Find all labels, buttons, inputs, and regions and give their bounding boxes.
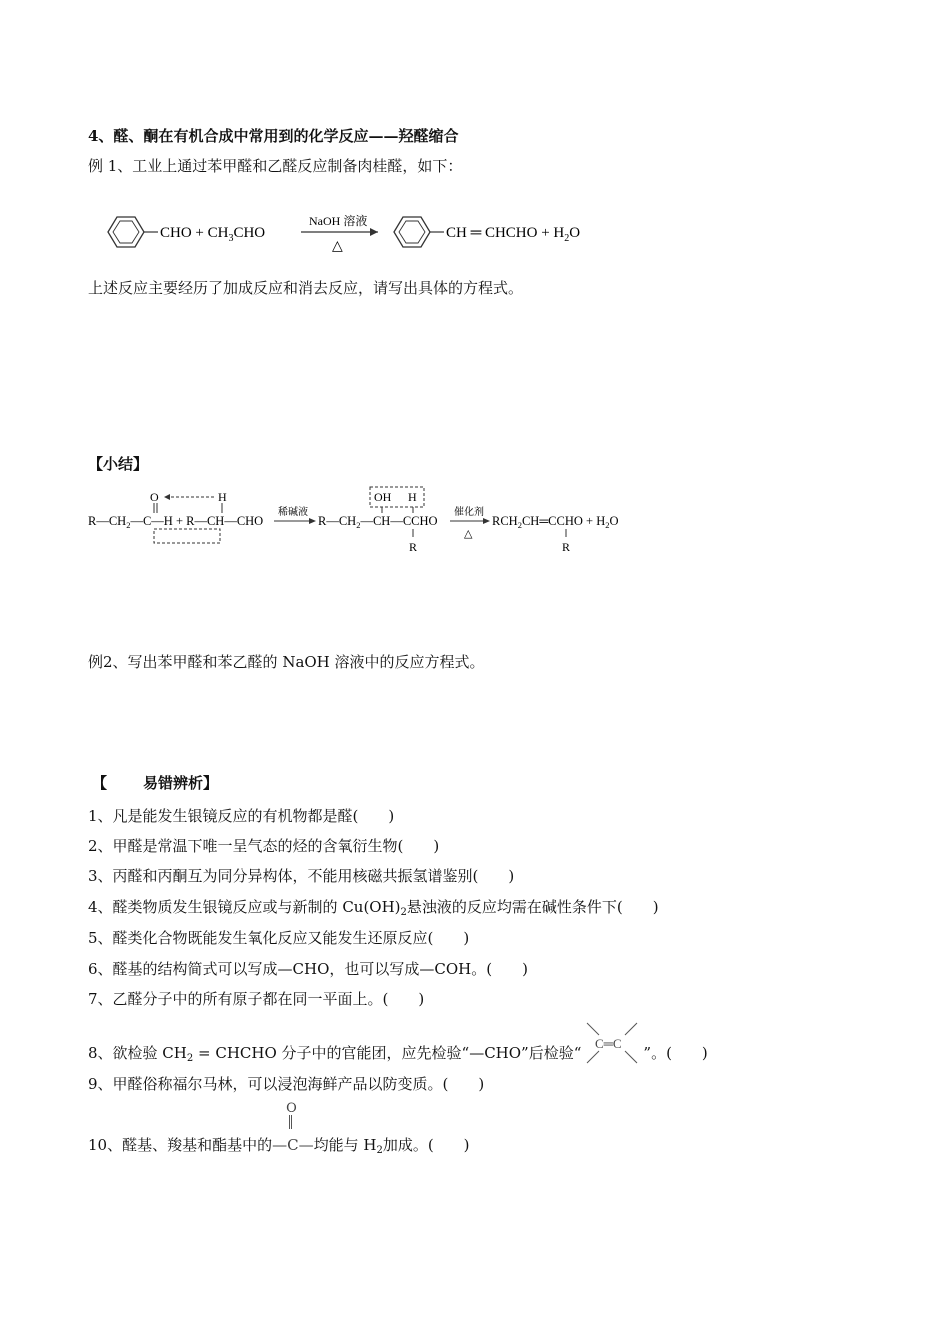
error-item-10: 10、醛基、羧基和酯基中的 O —C—均能与 $H_2$加成。( )	[88, 1101, 470, 1156]
error-item-4: 4、醛类物质发生银镜反应或与新制的 $Cu(OH)_2$悬浊液的反应均需在碱性条件下( )	[88, 898, 659, 918]
carbonyl-group-structure: O —C—	[272, 1101, 314, 1154]
error-item-3: 3、丙醛和丙酮互为同分异构体，不能用核磁共振氢谱鉴别( )	[88, 867, 515, 885]
svg-text:催化剂: 催化剂	[454, 507, 484, 518]
example-2-text: 例2、写出苯甲醛和苯乙醛的 NaOH 溶液中的反应方程式。	[88, 653, 485, 671]
error-item-7: 7、乙醛分子中的所有原子都在同一平面上。( )	[88, 990, 425, 1008]
svg-text:C═C: C═C	[595, 1036, 622, 1051]
alkene-group-structure	[581, 1036, 643, 1063]
summary-heading: 【小结】	[88, 455, 149, 473]
svg-text:△: △	[464, 528, 473, 540]
svg-text:NaOH 溶液: NaOH 溶液	[309, 214, 368, 228]
benzene-ring-icon	[108, 217, 144, 247]
aldol-summary-scheme	[86, 485, 646, 560]
benzene-ring-icon	[394, 217, 430, 247]
error-item-8: 8、欲检验 $CH_2$ = CHCHO 分子中的官能团，应先检验“—CHO”后检验“ C═C ”。( )	[88, 1043, 708, 1069]
svg-text:CH ═ CHCHO + H2O: CH ═ CHCHO + $H_2O$	[446, 225, 581, 244]
svg-text:H: H	[408, 490, 417, 504]
svg-text:R: R	[562, 540, 571, 554]
section-title: 4、醛、酮在有机合成中常用到的化学反应——羟醛缩合	[88, 127, 459, 145]
svg-text:O: O	[150, 490, 159, 504]
svg-text:R—CH2—C—H + R—CH—CHO: $R—CH_2—C—H$ + R—CH—CHO	[88, 514, 264, 530]
errors-heading: 【 易错辨析】	[92, 774, 219, 792]
svg-text:R—CH2—CH—CCHO: $R—CH_2—CH—CCHO$	[318, 514, 438, 530]
svg-text:CHO + CH3CHO: CHO + $CH_3CHO$	[160, 225, 266, 244]
reaction-prompt: 上述反应主要经历了加成反应和消去反应，请写出具体的方程式。	[88, 279, 524, 297]
example-1-text: 例 1、工业上通过苯甲醛和乙醛反应制备肉桂醛，如下：	[88, 157, 463, 175]
svg-text:△: △	[332, 239, 343, 254]
svg-text:稀碱液: 稀碱液	[278, 507, 308, 518]
svg-text:OH: OH	[374, 490, 392, 504]
error-item-6: 6、醛基的结构简式可以写成—CHO，也可以写成—COH。( )	[88, 960, 528, 978]
svg-text:H: H	[218, 490, 227, 504]
svg-text:RCH2CH═CCHO + H2O: $RCH_2CH═CCHO + H_2O$	[492, 514, 619, 530]
svg-text:R: R	[409, 540, 418, 554]
error-item-9: 9、甲醛俗称福尔马林，可以浸泡海鲜产品以防变质。( )	[88, 1075, 485, 1093]
error-item-5: 5、醛类化合物既能发生氧化反应又能发生还原反应( )	[88, 929, 470, 947]
error-item-1: 1、凡是能发生银镜反应的有机物都是醛( )	[88, 807, 395, 825]
reaction-1-scheme	[96, 205, 626, 260]
error-item-2: 2、甲醛是常温下唯一呈气态的烃的含氧衍生物( )	[88, 837, 440, 855]
